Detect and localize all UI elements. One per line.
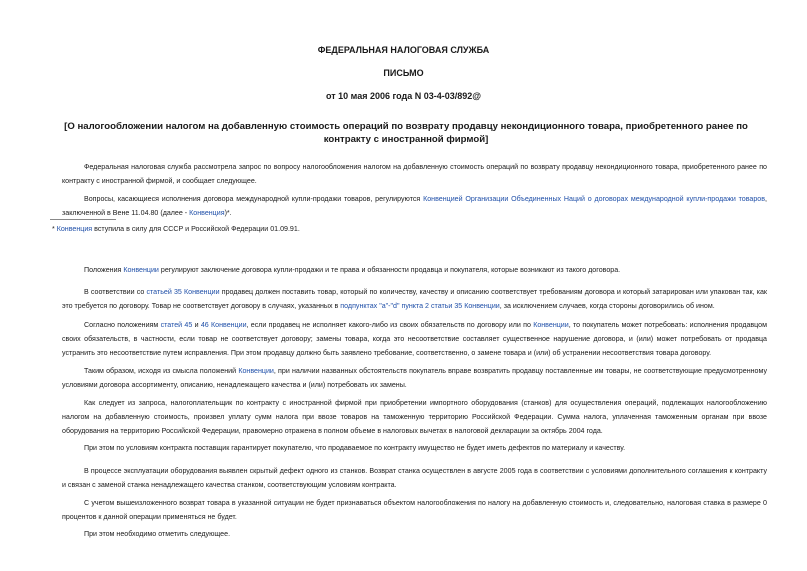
- p6-convention-link[interactable]: Конвенции: [238, 367, 274, 375]
- p5-text-2: и: [192, 321, 201, 329]
- paragraph-8: При этом по условиям контракта поставщик гарантирует покупателю, что продаваемое по контракту имущество не будет иметь дефектов по материалу и качеству.: [84, 444, 626, 452]
- p3-convention-link[interactable]: Конвенции: [123, 266, 159, 274]
- paragraph-9: В процессе эксплуатации оборудования выявлен скрытый дефект одного из станков. Возврат станка осуществлен в августе 2005 года в соответствии с условиями дополнительного соглашения к контракту и связан с заменой станка ненадлежащего качества станком, соответствующим условиям контракта.: [62, 467, 767, 489]
- p3-text-2: регулируют заключение договора купли-продажи и те права и обязанности продавца и покупателя, которые возникают из такого договора.: [158, 266, 621, 274]
- paragraph-4: [62, 285, 767, 313]
- p2-text-1: Вопросы, касающиеся исполнения договора международной купли-продажи товаров, регулируются: [84, 195, 424, 203]
- article-46-link[interactable]: 46 Конвенции: [200, 321, 247, 329]
- convention-un-link[interactable]: Конвенцией Организации Объединенных Наций о договорах международной купли-продажи товаров: [423, 195, 766, 203]
- convention-link[interactable]: Конвенция: [189, 209, 225, 217]
- p5-text-4: , то покупатель может потребовать: исполнения продавцом своих обязательств, в частности, если товар не соответствует договору; замены товара, когда это несоответствие составляет существенное нарушение договора, и (или) может потребовать от продавца устранить это несоответствие путем исправления. При этом продавцу должно быть заявлено требование, соответственно, о замене товара и (или) об устранении несоответствия товара договору.: [62, 321, 767, 357]
- paragraph-3: [62, 263, 767, 277]
- paragraph-7: Как следует из запроса, налогоплательщик по контракту с иностранной фирмой при приобретении импортного оборудования (станков) для осуществления операций, подлежащих налогообложению налогом на добавленную стоимость, произвел уплату сумм налога при ввозе товаров на таможенную территорию Российской Федерации. Сумма налога, уплаченная таможенным органам при ввозе оборудования на территорию Российской Федерации, правомерно отражена в полном объеме в налоговых вычетах в налоговой декларации за октябрь 2004 года.: [62, 399, 767, 435]
- p5-convention-link[interactable]: Конвенции: [533, 321, 569, 329]
- paragraph-11: При этом необходимо отметить следующее.: [84, 530, 231, 538]
- article-45-link[interactable]: статей 45: [160, 321, 193, 329]
- paragraph-2: [62, 192, 767, 220]
- footnote-text: вступила в силу для СССР и Российской Федерации 01.09.91.: [92, 225, 300, 233]
- doc-type-heading: ПИСЬМО: [383, 68, 424, 78]
- p5-text-3: , если продавец не исполняет какого-либо из своих обязательств по договору или по: [246, 321, 534, 329]
- date-number-heading: от 10 мая 2006 года N 03-4-03/892@: [325, 91, 482, 101]
- footnote-mark: *: [52, 225, 57, 233]
- paragraph-1: Федеральная налоговая служба рассмотрела запрос по вопросу налогообложения налогом на добавленную стоимость операций по возврату продавцу некондиционного товара, приобретенного ранее по контракту с иностранной фирмой, и сообщает следующее.: [62, 163, 767, 185]
- paragraph-10: С учетом вышеизложенного возврат товара в указанной ситуации не будет признаваться объектом налогообложения по налогу на добавленную стоимость и, следовательно, налоговая ставка в размере 0 процентов к данной операции применяться не будет.: [62, 499, 767, 521]
- p4-text-1: В соответствии со: [84, 288, 147, 296]
- p4-text-2: продавец должен поставить товар, который по количеству, качеству и описанию соответствует требованиям договора и который затарирован или упакован так, как это требуется по договору. Товар не соответствует договору в случаях, указанных в: [62, 288, 767, 310]
- p6-text-2: , при наличии названных обстоятельств покупатель вправе возвратить продавцу поставленные им товары, не соответствующие предусмотренному условиями договора ассортименту, описанию, ненадлежащего качества и (или) потребовать их замены.: [62, 367, 767, 389]
- footnote-convention-link[interactable]: Конвенция: [56, 225, 93, 233]
- article-35-link[interactable]: статьей 35 Конвенции: [146, 288, 220, 296]
- paragraph-5: [62, 318, 767, 360]
- footnote-divider: [50, 219, 116, 220]
- document-title: [О налогообложении налогом на добавленную стоимость операций по возврату продавцу некондиционного товара, приобретенного ранее по контракту с иностранной фирмой]: [64, 121, 748, 145]
- p6-text-1: Таким образом, исходя из смысла положений: [84, 367, 239, 375]
- p4-text-3: , за исключением случаев, когда стороны договорились об ином.: [499, 302, 715, 310]
- p2-text-2: , заключенной в Вене 11.04.80 (далее -: [62, 195, 767, 217]
- footnote: [52, 224, 300, 234]
- subparagraphs-link[interactable]: подпунктах "а"-"d" пункта 2 статьи 35 Конвенции: [340, 302, 500, 310]
- agency-heading: ФЕДЕРАЛЬНАЯ НАЛОГОВАЯ СЛУЖБА: [317, 45, 490, 55]
- p5-text-1: Согласно положениям: [84, 321, 161, 329]
- p2-text-3: )*.: [224, 209, 232, 217]
- paragraph-6: [62, 364, 767, 392]
- p3-text-1: Положения: [84, 266, 124, 274]
